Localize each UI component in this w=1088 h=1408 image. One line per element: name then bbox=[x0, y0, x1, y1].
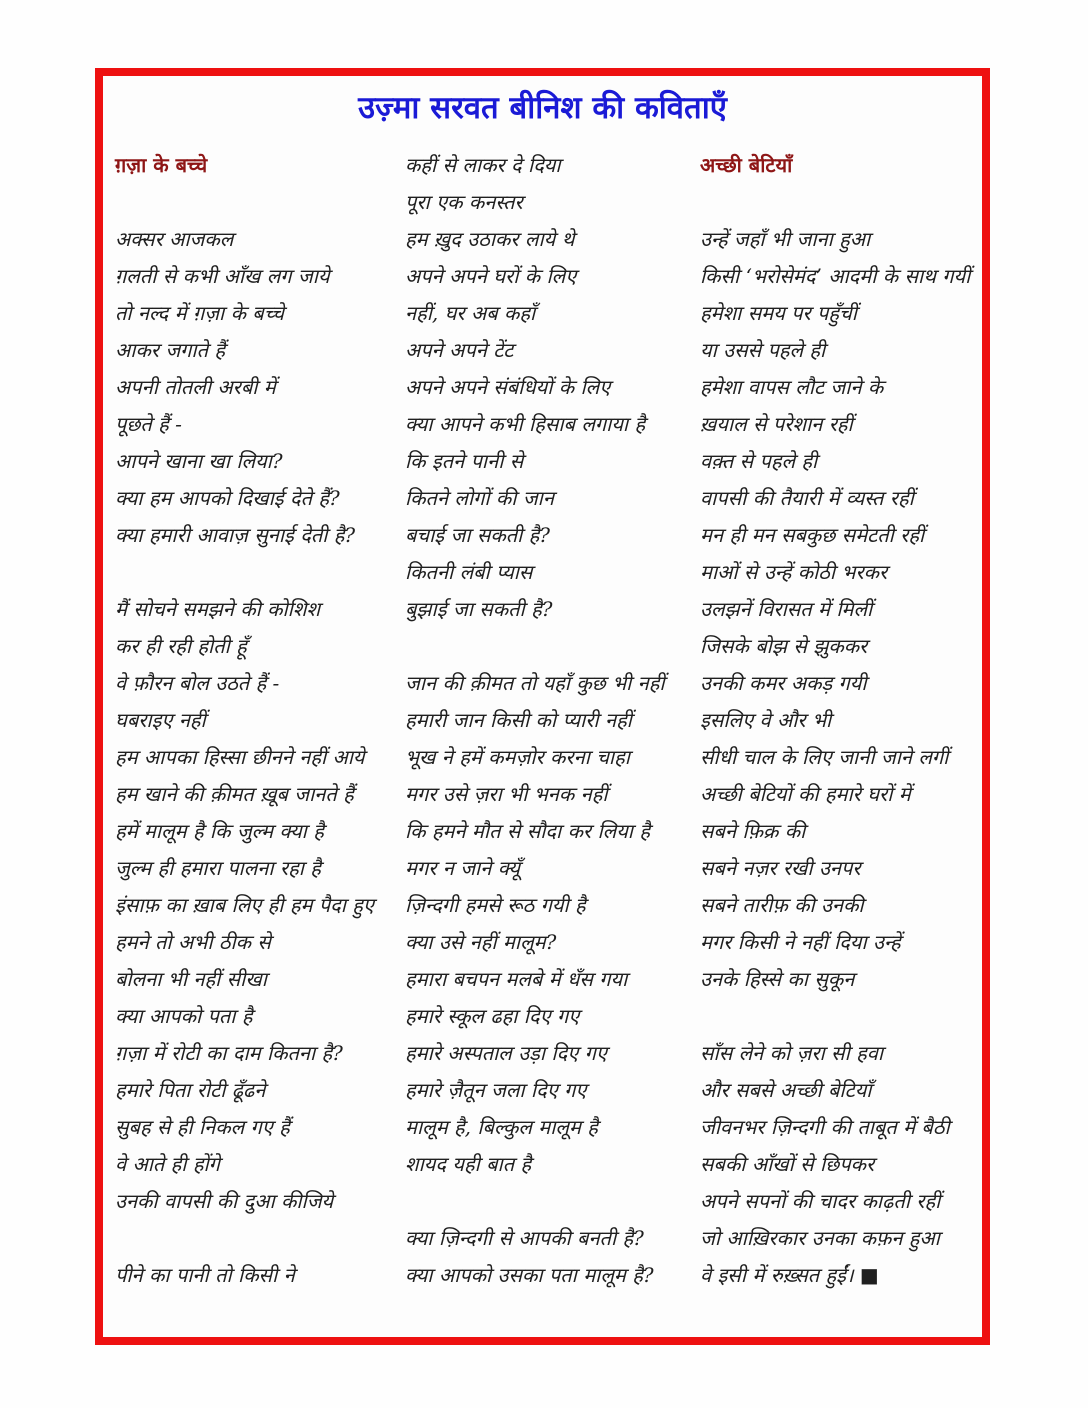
stanza-gap bbox=[700, 184, 982, 221]
poem-line: जुल्म ही हमारा पालना रहा है bbox=[115, 856, 321, 880]
poem-line: अच्छी बेटियों की हमारे घरों में bbox=[700, 782, 911, 806]
poem-line: वे इसी में रुख़्सत हुईं। ■ bbox=[700, 1263, 879, 1287]
poem-line: आकर जगाते हैं bbox=[115, 338, 225, 362]
poem-line: कि इतने पानी से bbox=[405, 449, 524, 473]
poem-line: क्या आपको पता है bbox=[115, 1004, 253, 1028]
poem-line: अपने अपने टेंट bbox=[405, 338, 514, 362]
poem-line: सबने फ़िक्र की bbox=[700, 819, 806, 843]
poem-line: कितने लोगों की जान bbox=[405, 486, 554, 510]
poem-line: मैं सोचने समझने की कोशिश bbox=[115, 597, 321, 621]
poem-line: ज़िन्दगी हमसे रूठ गयी है bbox=[405, 893, 586, 917]
poem-line: वे आते ही होंगे bbox=[115, 1152, 220, 1176]
poem-line: हम खाने की क़ीमत ख़ूब जानते हैं bbox=[115, 782, 354, 806]
stanza-gap bbox=[115, 554, 403, 591]
poem-line: कि हमने मौत से सौदा कर लिया है bbox=[405, 819, 650, 843]
poem-line: तो नल्द में ग़ज़ा के बच्चे bbox=[115, 301, 284, 325]
poem-line: हमेशा समय पर पहुँचीं bbox=[700, 301, 857, 325]
poem-line: आपने खाना खा लिया? bbox=[115, 449, 283, 473]
poem-line: उन्हें जहाँ भी जाना हुआ bbox=[700, 227, 871, 251]
poem-line: जो आख़िरकार उनका कफ़न हुआ bbox=[700, 1226, 940, 1250]
poem-line: क्या हमारी आवाज़ सुनाई देती है? bbox=[115, 523, 356, 547]
poem-line: बोलना भी नहीं सीखा bbox=[115, 967, 267, 991]
poem-line: हमने तो अभी ठीक से bbox=[115, 930, 271, 954]
poem-line: मगर किसी ने नहीं दिया उन्हें bbox=[700, 930, 901, 954]
poem-line: हमारी जान किसी को प्यारी नहीं bbox=[405, 708, 632, 732]
poem-line: ग़लती से कभी आँख लग जाये bbox=[115, 264, 330, 288]
poem-column-good-daughters bbox=[700, 147, 982, 1294]
poem-line: उनकी वापसी की दुआ कीजिये bbox=[115, 1189, 334, 1213]
poem-line: जान की क़ीमत तो यहाँ कुछ भी नहीं bbox=[405, 671, 665, 695]
poem-line: मन ही मन सबकुछ समेटती रहीं bbox=[700, 523, 925, 547]
stanza-gap bbox=[405, 1183, 697, 1220]
poem-line: किसी ‘भरोसेमंद’ आदमी के साथ गयीं bbox=[700, 264, 971, 288]
poem-line: अपनी तोतली अरबी में bbox=[115, 375, 276, 399]
poem-line: और सबसे अच्छी बेटियाँ bbox=[700, 1078, 872, 1102]
stanza-gap bbox=[115, 1220, 403, 1257]
poem-line: साँस लेने को ज़रा सी हवा bbox=[700, 1041, 884, 1065]
poem-line: अपने अपने घरों के लिए bbox=[405, 264, 577, 288]
poem-line: हमेशा वापस लौट जाने के bbox=[700, 375, 884, 399]
poem-column-middle bbox=[405, 147, 697, 1294]
poem-line: सीधी चाल के लिए जानी जाने लगीं bbox=[700, 745, 949, 769]
poem-line: उनकी कमर अकड़ गयी bbox=[700, 671, 867, 695]
poem-line: उलझनें विरासत में मिलीं bbox=[700, 597, 873, 621]
poem-line: इसलिए वे और भी bbox=[700, 708, 832, 732]
poem-line: ख़याल से परेशान रहीं bbox=[700, 412, 853, 436]
poem-line: शायद यही बात है bbox=[405, 1152, 532, 1176]
poem-line: सबने नज़र रखी उनपर bbox=[700, 856, 861, 880]
poem-line: मगर न जाने क्यूँ bbox=[405, 856, 520, 880]
poem-line: घबराइए नहीं bbox=[115, 708, 206, 732]
poem-line: हमें मालूम है कि जुल्म क्या है bbox=[115, 819, 324, 843]
poem-line: वक़्त से पहले ही bbox=[700, 449, 818, 473]
poem-line: बुझाई जा सकती है? bbox=[405, 597, 553, 621]
poem-line: हमारे ज़ैतून जला दिए गए bbox=[405, 1078, 587, 1102]
poem-line: हमारे स्कूल ढहा दिए गए bbox=[405, 1004, 580, 1028]
poem-heading: अच्छी बेटियाँ bbox=[700, 153, 793, 177]
poem-line: मालूम है, बिल्कुल मालूम है bbox=[405, 1115, 598, 1139]
poem-line: कहीं से लाकर दे दिया bbox=[405, 153, 561, 177]
poem-line: पीने का पानी तो किसी ने bbox=[115, 1263, 295, 1287]
poem-line: सुबह से ही निकल गए हैं bbox=[115, 1115, 290, 1139]
poem-line: हमारा बचपन मलबे में धँस गया bbox=[405, 967, 628, 991]
poem-line: भूख ने हमें कमज़ोर करना चाहा bbox=[405, 745, 630, 769]
poem-line: सबकी आँखों से छिपकर bbox=[700, 1152, 875, 1176]
poem-line: अपने अपने संबंधियों के लिए bbox=[405, 375, 611, 399]
poem-line: मगर उसे ज़रा भी भनक नहीं bbox=[405, 782, 608, 806]
poem-line: हम ख़ुद उठाकर लाये थे bbox=[405, 227, 575, 251]
poem-line: जिसके बोझ से झुककर bbox=[700, 634, 868, 658]
poem-line: क्या हम आपको दिखाई देते हैं? bbox=[115, 486, 340, 510]
poem-line: अक्सर आजकल bbox=[115, 227, 234, 251]
poem-line: अपने सपनों की चादर काढ़ती रहीं bbox=[700, 1189, 941, 1213]
poem-line: हमारे पिता रोटी ढूँढने bbox=[115, 1078, 266, 1102]
poem-line: कर ही रही होती हूँ bbox=[115, 634, 247, 658]
poem-column-gaza-children bbox=[115, 147, 403, 1294]
poem-line: क्या उसे नहीं मालूम? bbox=[405, 930, 557, 954]
page-title: उज़्मा सरवत बीनिश की कविताएँ bbox=[358, 90, 727, 126]
poem-line: कितनी लंबी प्यास bbox=[405, 560, 533, 584]
stanza-gap bbox=[115, 184, 403, 221]
poem-line: क्या आपने कभी हिसाब लगाया है bbox=[405, 412, 646, 436]
poem-line: माओं से उन्हें कोठी भरकर bbox=[700, 560, 888, 584]
poem-line: क्या आपको उसका पता मालूम है? bbox=[405, 1263, 654, 1287]
poem-line: ग़ज़ा में रोटी का दाम कितना है? bbox=[115, 1041, 343, 1065]
poem-line: बचाई जा सकती है? bbox=[405, 523, 551, 547]
poem-line: सबने तारीफ़ की उनकी bbox=[700, 893, 864, 917]
poem-line: हम आपका हिस्सा छीनने नहीं आये bbox=[115, 745, 365, 769]
poem-line: इंसाफ़ का ख़ाब लिए ही हम पैदा हुए bbox=[115, 893, 374, 917]
poem-line: पूरा एक कनस्तर bbox=[405, 190, 523, 214]
poem-line: नहीं, घर अब कहाँ bbox=[405, 301, 536, 325]
poem-line: वापसी की तैयारी में व्यस्त रहीं bbox=[700, 486, 914, 510]
stanza-gap bbox=[700, 998, 982, 1035]
poem-line: या उससे पहले ही bbox=[700, 338, 826, 362]
poem-line: पूछते हैं - bbox=[115, 412, 182, 436]
poem-line: वे फ़ौरन बोल उठते हैं - bbox=[115, 671, 280, 695]
stanza-gap bbox=[405, 628, 697, 665]
poem-line: उनके हिस्से का सुकून bbox=[700, 967, 855, 991]
red-border-frame bbox=[95, 68, 990, 1345]
poem-line: हमारे अस्पताल उड़ा दिए गए bbox=[405, 1041, 607, 1065]
poem-line: जीवनभर ज़िन्दगी की ताबूत में बैठी bbox=[700, 1115, 950, 1139]
poem-line: क्या ज़िन्दगी से आपकी बनती है? bbox=[405, 1226, 644, 1250]
poem-heading: ग़ज़ा के बच्चे bbox=[115, 153, 208, 177]
